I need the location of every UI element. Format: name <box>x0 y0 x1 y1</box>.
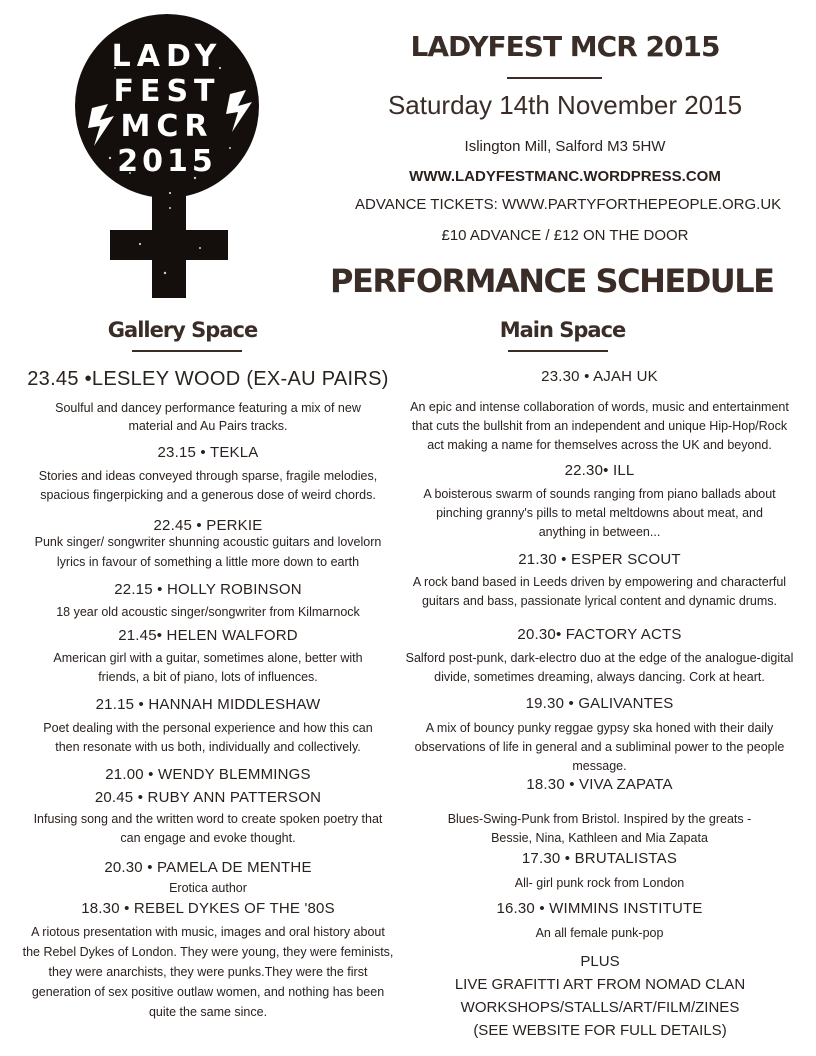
gallery-act-desc: Erotica author <box>169 881 247 895</box>
main-act-desc: All- girl punk rock from London <box>514 876 685 890</box>
main-act-desc: Blues-Swing-Punk from Bristol. Inspired by the greats - <box>447 812 752 826</box>
gallery-act-desc: generation of sex positive outlaw women, and nothing has been <box>31 985 385 999</box>
main-act-title: 16.30 • WIMMINS INSTITUTE <box>496 900 703 917</box>
main-act-title: 22.30• ILL <box>564 462 635 479</box>
ladyfest-logo <box>70 8 270 298</box>
main-act-title: 20.30• FACTORY ACTS <box>517 626 682 643</box>
main-act-title: 17.30 • BRUTALISTAS <box>521 850 678 867</box>
main-act-desc: A rock band based in Leeds driven by empowering and characterful <box>412 575 787 589</box>
plus-section <box>420 950 780 1042</box>
main-act-desc: Salford post-punk, dark-electro duo at the edge of the analogue-digital <box>405 651 794 665</box>
gallery-act-desc: lyrics in favour of something a little more down to earth <box>56 555 360 569</box>
main-space-heading: Main Space <box>499 318 626 342</box>
gallery-act-desc: they were anarchists, they were punks.They were the first <box>48 965 368 979</box>
gallery-act-desc: Stories and ideas conveyed through sparse, fragile melodies, <box>38 469 378 483</box>
gallery-act-desc: Punk singer/ songwriter shunning acoustic guitars and lovelorn <box>34 535 382 549</box>
gallery-act-desc: can engage and evoke thought. <box>120 831 296 845</box>
event-venue: Islington Mill, Salford M3 5HW <box>464 138 666 155</box>
logo-line-2: FEST <box>113 74 221 109</box>
main-heading-underline <box>508 350 608 352</box>
main-act-title: 23.30 • AJAH UK <box>541 368 658 385</box>
gallery-heading-underline <box>132 350 242 352</box>
event-date: Saturday 14th November 2015 <box>387 90 743 120</box>
gallery-act-desc: American girl with a guitar, sometimes alone, better with <box>53 651 363 665</box>
gallery-act-title: 21.45• HELEN WALFORD <box>118 627 298 644</box>
main-act-desc: message. <box>572 759 627 773</box>
gallery-act-desc: spacious fingerpicking and a generous dose of weird chords. <box>40 488 376 502</box>
gallery-act-title: 21.00 • WENDY BLEMMINGS <box>105 766 311 783</box>
gallery-act-desc: friends, a bit of piano, lots of influences. <box>98 670 318 684</box>
main-act-desc: A boisterous swarm of sounds ranging from piano ballads about <box>423 487 776 501</box>
gallery-act-desc: Poet dealing with the personal experience and how this can <box>43 721 373 735</box>
gallery-act-title: 22.45 • PERKIE <box>153 517 263 534</box>
main-act-desc: An epic and intense collaboration of words, music and entertainment <box>410 400 789 414</box>
gallery-act-desc: quite the same since. <box>148 1005 268 1019</box>
plus-line: WORKSHOPS/STALLS/ART/FILM/ZINES <box>460 999 740 1016</box>
gallery-act-desc: material and Au Pairs tracks. <box>128 419 288 433</box>
website-link[interactable]: WWW.LADYFESTMANC.WORDPRESS.COM <box>409 168 721 185</box>
gallery-act-desc: Soulful and dancey performance featuring a mix of new <box>55 401 361 415</box>
gallery-act-desc: 18 year old acoustic singer/songwriter from Kilmarnock <box>56 605 360 619</box>
main-act-desc: that cuts the bullshit from an independent and unique Hip-Hop/Rock <box>411 419 788 433</box>
gallery-act-title: 20.45 • RUBY ANN PATTERSON <box>94 789 322 806</box>
main-act-title: 21.30 • ESPER SCOUT <box>518 551 681 568</box>
ticket-price: £10 ADVANCE / £12 ON THE DOOR <box>441 227 689 244</box>
gallery-act-title: 23.45 •LESLEY WOOD (EX-AU PAIRS) <box>27 368 389 390</box>
title-divider <box>507 77 602 79</box>
gallery-act-desc: then resonate with us both, individually and collectively. <box>55 740 361 754</box>
main-act-desc: pinching granny's pills to metal meltdowns about meat, and <box>436 506 763 520</box>
gallery-act-title: 21.15 • HANNAH MIDDLESHAW <box>95 696 321 713</box>
schedule-title: PERFORMANCE SCHEDULE <box>330 262 774 300</box>
plus-line: PLUS <box>580 953 620 970</box>
plus-line: (SEE WEBSITE FOR FULL DETAILS) <box>473 1022 727 1039</box>
main-act-desc: observations of life in general and a subliminal power to the people <box>414 740 785 754</box>
main-act-desc: An all female punk-pop <box>535 926 664 940</box>
gallery-act-desc: A riotous presentation with music, images and oral history about <box>31 925 385 939</box>
main-act-desc: act making a name for themselves across the UK and beyond. <box>427 438 772 452</box>
main-act-desc: Bessie, Nina, Kathleen and Mia Zapata <box>491 831 708 845</box>
gallery-act-title: 23.15 • TEKLA <box>157 444 259 461</box>
gallery-space-heading: Gallery Space <box>107 318 258 342</box>
main-act-desc: anything in between... <box>538 525 661 539</box>
gallery-act-desc: Infusing song and the written word to create spoken poetry that <box>33 812 383 826</box>
main-act-desc: guitars and bass, passionate lyrical content and dynamic drums. <box>421 594 778 608</box>
festival-title: LADYFEST MCR 2015 <box>410 30 720 63</box>
tickets-info: ADVANCE TICKETS: WWW.PARTYFORTHEPEOPLE.ORG.UK <box>355 196 782 213</box>
gallery-act-title: 20.30 • PAMELA DE MENTHE <box>104 859 312 876</box>
logo-line-3: MCR <box>120 109 214 144</box>
plus-line: LIVE GRAFITTI ART FROM NOMAD CLAN <box>454 976 746 993</box>
logo-crossbar <box>110 230 228 260</box>
main-act-title: 19.30 • GALIVANTES <box>525 695 674 712</box>
gallery-act-title: 18.30 • REBEL DYKES OF THE '80S <box>81 900 335 917</box>
main-act-desc: A mix of bouncy punky reggae gypsy ska honed with their daily <box>425 721 774 735</box>
gallery-act-desc: the Rebel Dykes of London. They were young, they were feminists, <box>22 945 394 959</box>
logo-line-4: 2015 <box>117 144 217 179</box>
gallery-act-title: 22.15 • HOLLY ROBINSON <box>114 581 302 598</box>
main-act-desc: divide, sometimes dreaming, always dancing. Cork at heart. <box>434 670 765 684</box>
main-act-title: 18.30 • VIVA ZAPATA <box>526 776 673 793</box>
logo-line-1: LADY <box>111 39 223 74</box>
